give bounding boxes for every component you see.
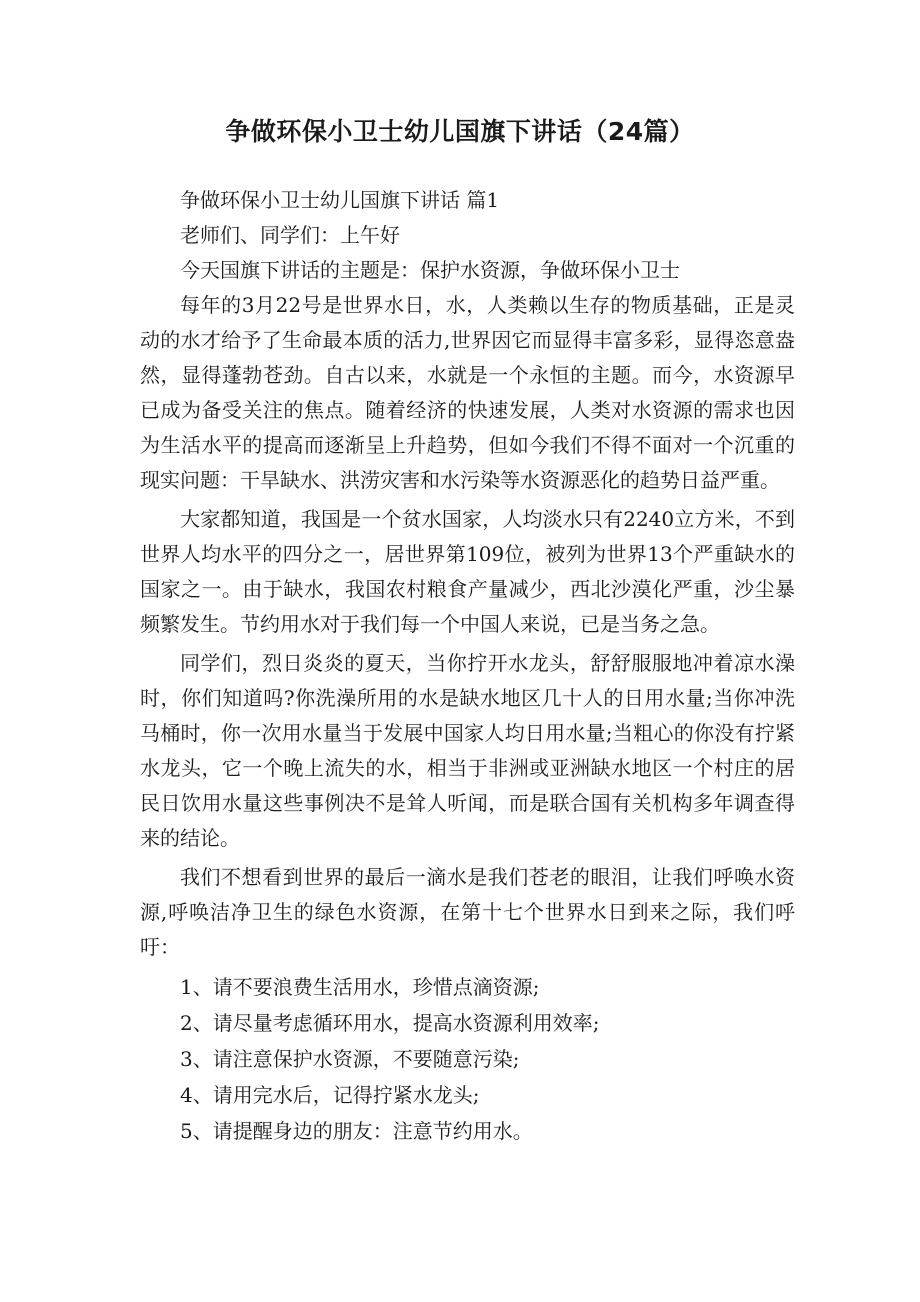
body-paragraph: 同学们，烈日炎炎的夏天，当你拧开水龙头，舒舒服服地冲着凉水澡时，你们知道吗?你洗澡所用的水是缺水地区几十人的日用水量;当你冲洗马桶时，你一次用水量当于发展中国家人均日用水量;当粗心的你没有拧紧水龙头，它一个晚上流失的水，相当于非洲或亚洲缺水地区一个村庄的居民日饮用水量这些事例决不是耸人听闻，而是联合国有关机构多年调查得来的结论。 xyxy=(140,651,795,850)
body-paragraph: 大家都知道，我国是一个贫水国家，人均淡水只有2240立方米，不到世界人均水平的四分之一，居世界第109位，被列为世界13个严重缺水的国家之一。由于缺水，我国农村粮食产量减少，西北沙漠化严重，沙尘暴频繁发生。节约用水对于我们每一个中国人来说，已是当务之急。 xyxy=(140,507,795,636)
list-item: 3、请注意保护水资源，不要随意污染; xyxy=(180,1047,520,1071)
list-item: 1、请不要浪费生活用水，珍惜点滴资源; xyxy=(180,975,540,999)
body-paragraph: 每年的3月22号是世界水日，水，人类赖以生存的物质基础，正是灵动的水才给予了生命最本质的活力,世界因它而显得丰富多彩，显得恣意盎然，显得蓬勃苍劲。自古以来，水就是一个永恒的主题。而今，水资源早已成为备受关注的焦点。随着经济的快速发展，人类对水资源的需求也因为生活水平的提高而逐渐呈上升趋势，但如今我们不得不面对一个沉重的现实问题：干旱缺水、洪涝灾害和水污染等水资源恶化的趋势日益严重。 xyxy=(140,293,795,492)
document-title: 争做环保小卫士幼儿国旗下讲话（24篇） xyxy=(225,117,695,146)
document-body xyxy=(140,183,795,1149)
greeting-paragraph: 老师们、同学们：上午好 xyxy=(180,223,400,247)
section-heading: 争做环保小卫士幼儿国旗下讲话 篇1 xyxy=(180,188,500,212)
topic-paragraph: 今天国旗下讲话的主题是：保护水资源，争做环保小卫士 xyxy=(180,258,680,282)
list-item: 5、请提醒身边的朋友：注意节约用水。 xyxy=(180,1119,533,1143)
list-item: 2、请尽量考虑循环用水，提高水资源利用效率; xyxy=(180,1011,600,1035)
body-paragraph: 我们不想看到世界的最后一滴水是我们苍老的眼泪，让我们呼唤水资源,呼唤洁净卫生的绿色水资源，在第十七个世界水日到来之际，我们呼吁： xyxy=(140,865,795,959)
list-item: 4、请用完水后，记得拧紧水龙头; xyxy=(180,1083,480,1107)
